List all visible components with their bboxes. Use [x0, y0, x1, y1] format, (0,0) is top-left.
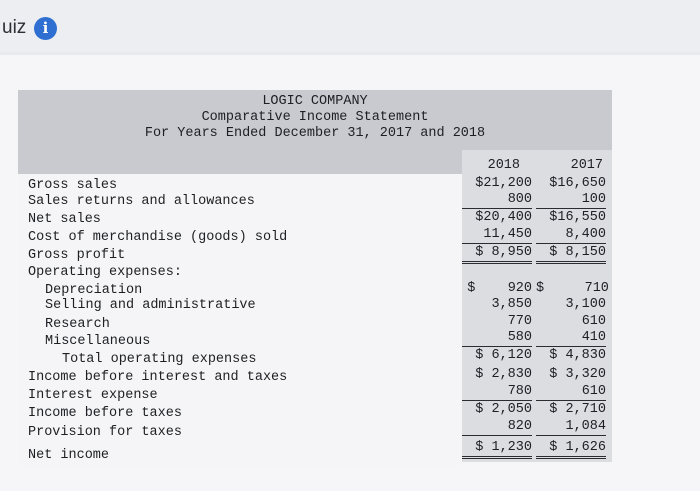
- quiz-label: uiz: [2, 17, 27, 38]
- value-2018-provision-for-taxes: 820: [462, 419, 532, 436]
- company-name: LOGIC COMPANY: [262, 94, 368, 109]
- value-2017-cost-of-goods: 8,400: [536, 227, 606, 244]
- value-2017-net-income: $ 1,626: [536, 440, 606, 459]
- row-label-gross-profit: Gross profit: [28, 248, 126, 263]
- row-label-selling-admin: Selling and administrative: [45, 298, 256, 313]
- row-label-sales-returns: Sales returns and allowances: [28, 194, 255, 209]
- value-2017-net-sales: $16,550: [549, 210, 606, 225]
- info-icon[interactable]: i: [34, 17, 57, 40]
- value-2017-provision-for-taxes: 1,084: [536, 419, 606, 436]
- value-2018-research: 770: [507, 314, 532, 329]
- row-label-gross-sales: Gross sales: [28, 178, 118, 193]
- top-bar: [0, 0, 700, 52]
- value-2018-depreciation: $ 920: [467, 281, 532, 296]
- row-label-miscellaneous: Miscellaneous: [45, 334, 151, 349]
- statement-period: For Years Ended December 31, 2017 and 2018: [144, 126, 486, 141]
- value-2017-interest-expense: 610: [536, 384, 606, 401]
- row-label-net-income: Net income: [28, 448, 110, 463]
- value-2017-income-before-taxes: $ 2,710: [549, 402, 606, 417]
- value-2018-gross-profit: $ 8,950: [462, 245, 532, 264]
- row-label-operating-expenses: Operating expenses:: [28, 265, 182, 280]
- value-2017-selling-admin: 3,100: [565, 297, 606, 312]
- value-2018-miscellaneous: 580: [462, 330, 532, 347]
- value-2017-miscellaneous: 410: [536, 330, 606, 347]
- column-header-2017: 2017: [570, 158, 603, 173]
- value-2018-income-before-interest: $ 2,830: [475, 367, 532, 382]
- value-2018-gross-sales: $21,200: [475, 176, 532, 191]
- row-label-research: Research: [45, 317, 110, 332]
- value-2017-gross-profit: $ 8,150: [536, 245, 606, 264]
- value-2018-total-operating-expenses: $ 6,120: [475, 348, 532, 363]
- value-2018-net-income: $ 1,230: [462, 440, 532, 459]
- value-2018-income-before-taxes: $ 2,050: [475, 402, 532, 417]
- value-2017-research: 610: [581, 314, 606, 329]
- statement-title: Comparative Income Statement: [201, 110, 429, 125]
- row-label-total-operating-expenses: Total operating expenses: [62, 352, 257, 367]
- value-2018-net-sales: $20,400: [475, 210, 532, 225]
- row-label-provision-for-taxes: Provision for taxes: [28, 425, 182, 440]
- column-header-2018: 2018: [487, 158, 520, 173]
- value-2018-interest-expense: 780: [462, 384, 532, 401]
- value-2017-income-before-interest: $ 3,320: [549, 367, 606, 382]
- row-label-interest-expense: Interest expense: [28, 388, 158, 403]
- row-label-depreciation: Depreciation: [45, 283, 143, 298]
- row-label-income-before-taxes: Income before taxes: [28, 406, 182, 421]
- value-2018-selling-admin: 3,850: [491, 297, 532, 312]
- value-2017-gross-sales: $16,650: [549, 176, 606, 191]
- row-label-net-sales: Net sales: [28, 212, 101, 227]
- value-2017-total-operating-expenses: $ 4,830: [549, 348, 606, 363]
- row-label-cost-of-goods: Cost of merchandise (goods) sold: [28, 230, 288, 245]
- value-2017-depreciation: $ 710: [536, 281, 609, 296]
- value-2017-sales-returns: 100: [536, 192, 606, 209]
- value-2018-sales-returns: 800: [462, 192, 532, 209]
- value-2018-cost-of-goods: 11,450: [462, 227, 532, 244]
- row-label-income-before-interest: Income before interest and taxes: [28, 370, 288, 385]
